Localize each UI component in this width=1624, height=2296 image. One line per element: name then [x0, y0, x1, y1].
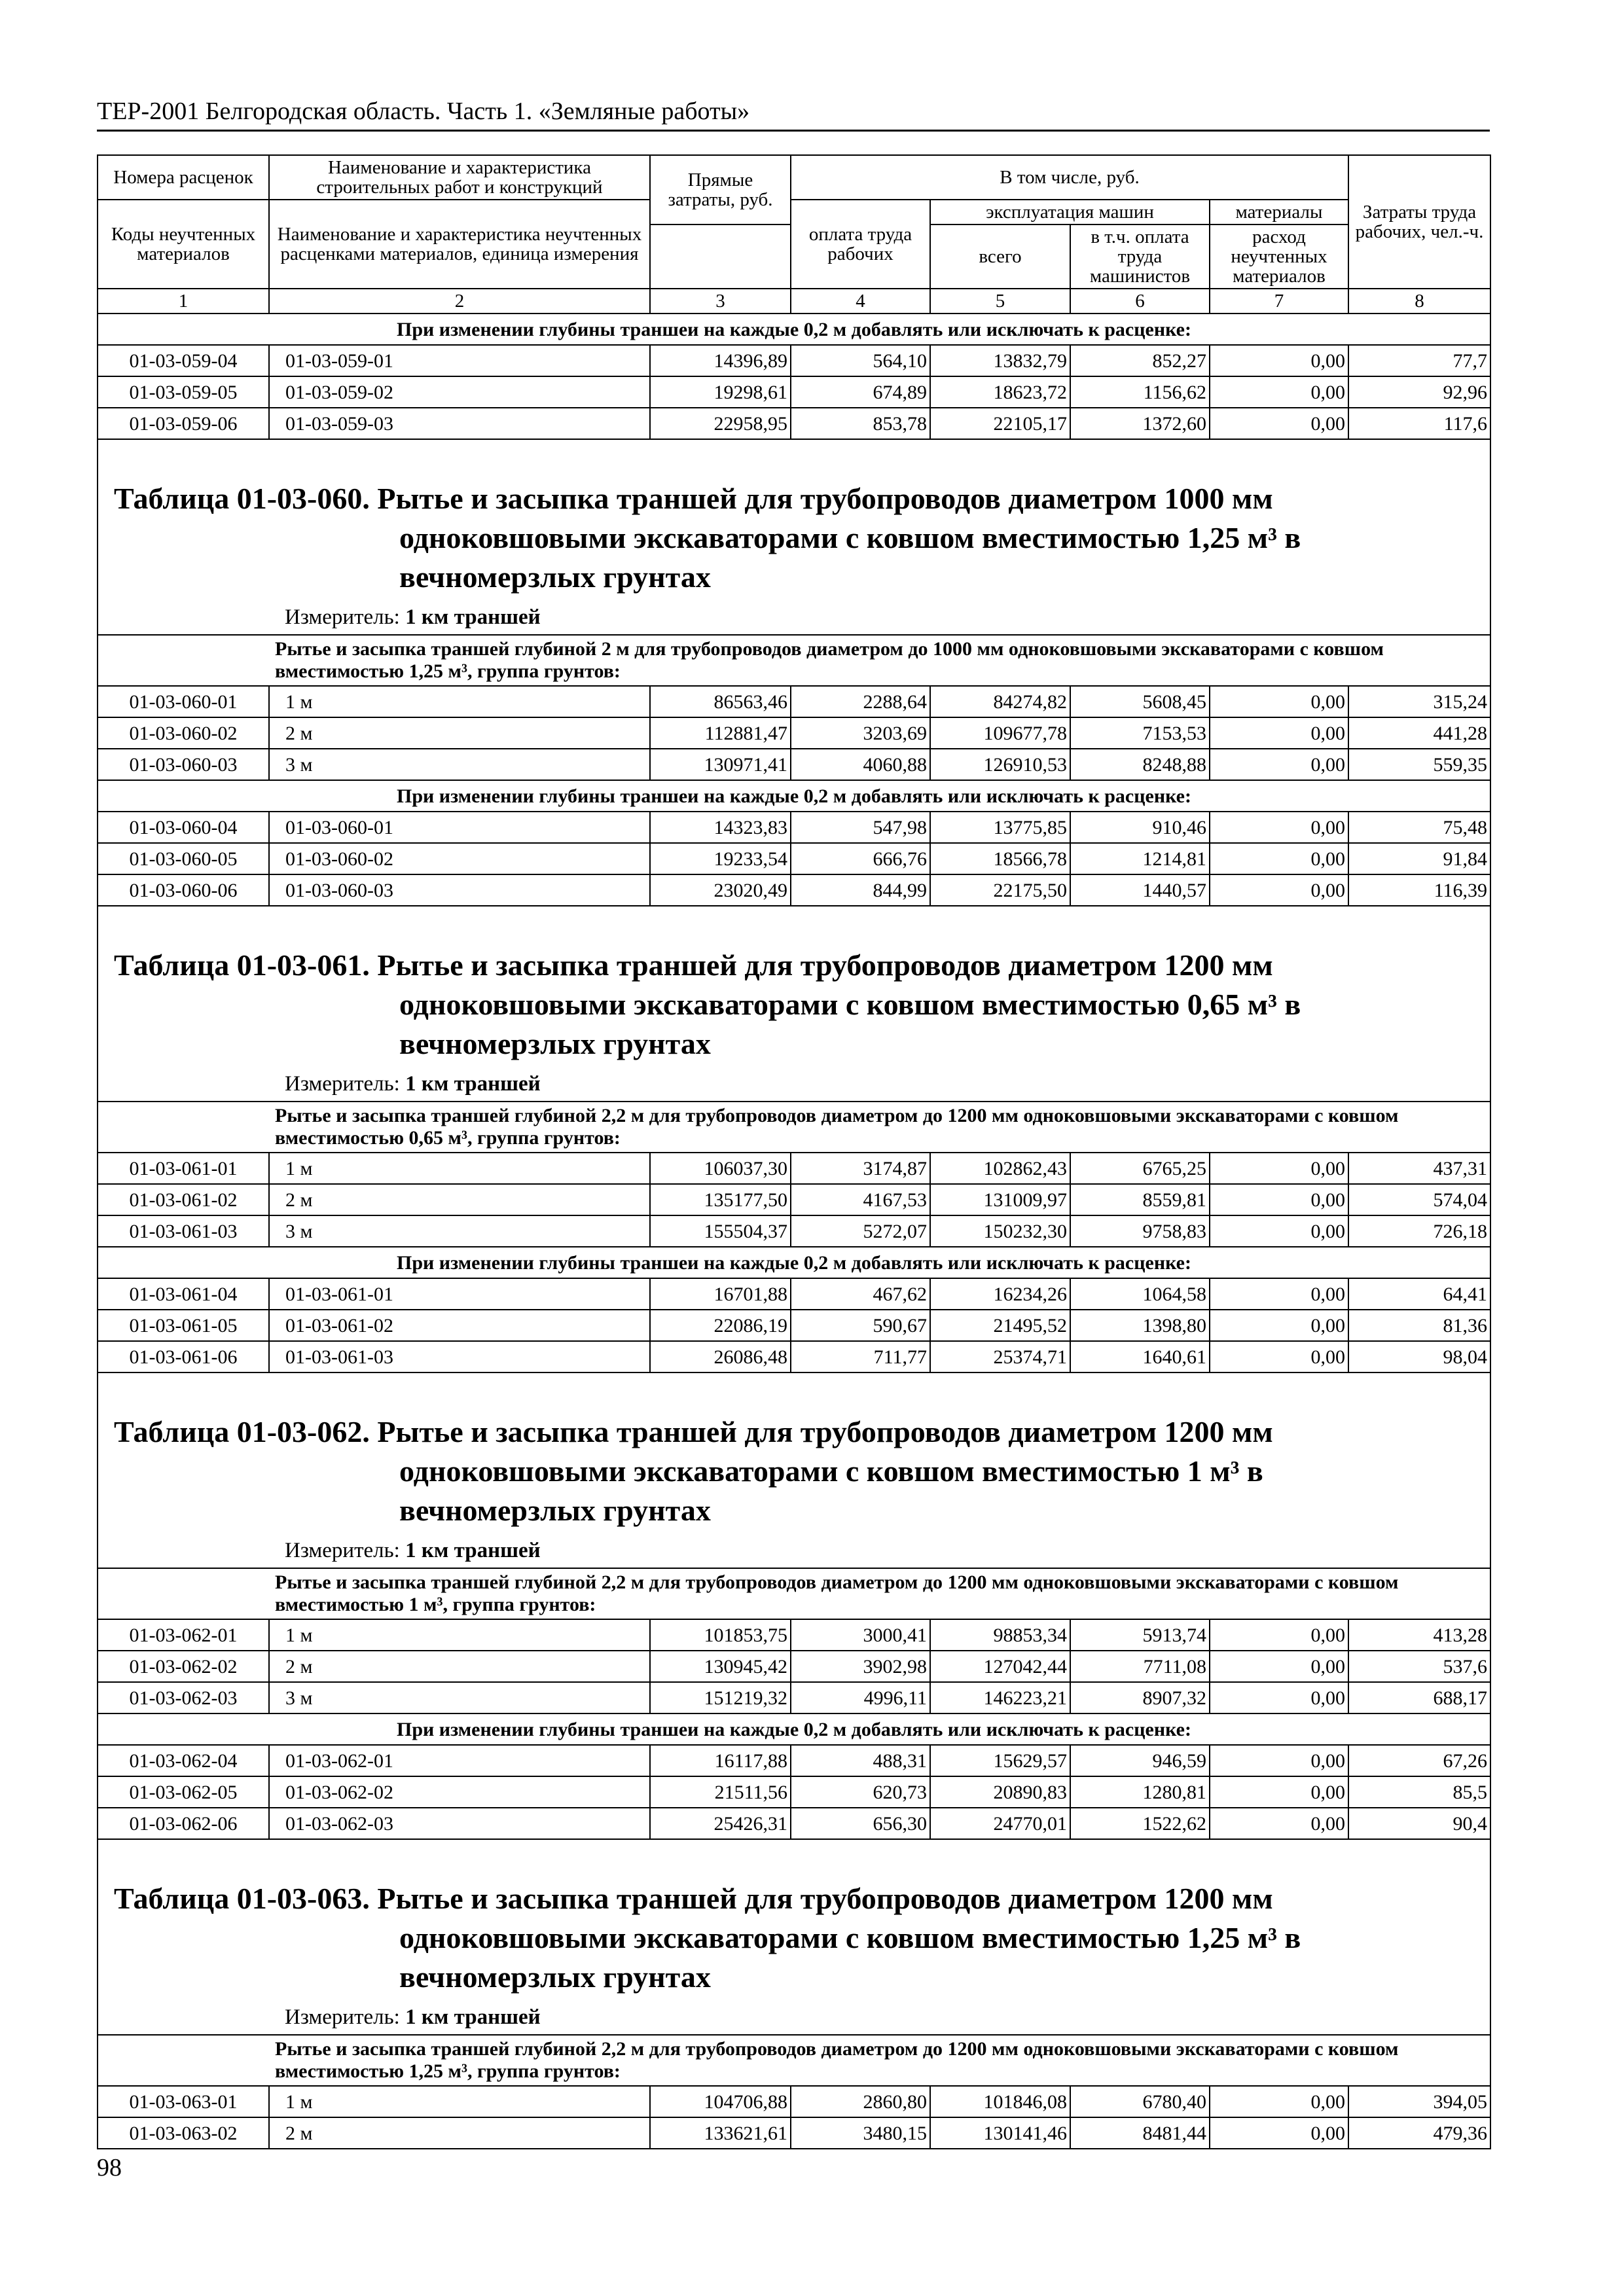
group-header: [98, 635, 1490, 686]
materials: 0,00: [1210, 376, 1348, 408]
direct-costs: 26086,48: [650, 1341, 791, 1372]
materials: 0,00: [1210, 345, 1348, 376]
materials: 0,00: [1210, 1651, 1348, 1682]
worker-pay: 488,31: [791, 1745, 930, 1776]
table-row: [98, 686, 1490, 717]
rate-code: 01-03-060-06: [98, 874, 269, 906]
item-name: 2 м: [269, 2117, 650, 2149]
machines-total: 127042,44: [930, 1651, 1070, 1682]
machinist-pay: 852,27: [1070, 345, 1210, 376]
table-title-line: одноковшовыми экскаваторами с ковшом вместимостью 1 м³ в: [399, 1454, 1263, 1488]
labor-costs: 98,04: [1348, 1341, 1490, 1372]
machines-total: 24770,01: [930, 1808, 1070, 1839]
machinist-pay: 7153,53: [1070, 717, 1210, 749]
table-row: [98, 1153, 1490, 1184]
labor-costs: 574,04: [1348, 1184, 1490, 1215]
machinist-pay: 8559,81: [1070, 1184, 1210, 1215]
direct-costs: 16117,88: [650, 1745, 791, 1776]
labor-costs: 315,24: [1348, 686, 1490, 717]
table-row: [98, 1310, 1490, 1341]
machinist-pay: 1640,61: [1070, 1341, 1210, 1372]
group-text: Рытье и засыпка траншей глубиной 2 м для трубопроводов диаметром до 1000 мм одноковшовыми экскаваторами с ковшом вместимостью 1,25 м³, группа грунтов:: [98, 635, 1490, 686]
direct-costs: 133621,61: [650, 2117, 791, 2149]
col-header-pay: оплата труда рабочих: [791, 200, 930, 289]
rate-code: 01-03-062-03: [98, 1682, 269, 1713]
item-name: 01-03-061-02: [269, 1310, 650, 1341]
depth-change-note: [98, 314, 1490, 345]
rate-code: 01-03-062-04: [98, 1745, 269, 1776]
worker-pay: 2860,80: [791, 2086, 930, 2117]
direct-costs: 25426,31: [650, 1808, 791, 1839]
table-row: [98, 345, 1490, 376]
worker-pay: 547,98: [791, 812, 930, 843]
measure-label: Измеритель:: [285, 1539, 400, 1562]
table-title: Таблица 01-03-062. Рытье и засыпка траншей для трубопроводов диаметром 1200 мм: [114, 1415, 1273, 1448]
item-name: 1 м: [269, 686, 650, 717]
item-name: 01-03-061-01: [269, 1278, 650, 1310]
table-row: [98, 2086, 1490, 2117]
worker-pay: 674,89: [791, 376, 930, 408]
materials: 0,00: [1210, 749, 1348, 780]
labor-costs: 75,48: [1348, 812, 1490, 843]
labor-costs: 559,35: [1348, 749, 1490, 780]
materials: 0,00: [1210, 1808, 1348, 1839]
direct-costs: 16701,88: [650, 1278, 791, 1310]
machines-total: 22175,50: [930, 874, 1070, 906]
labor-costs: 726,18: [1348, 1215, 1490, 1247]
machines-total: 98853,34: [930, 1619, 1070, 1651]
item-name: 3 м: [269, 749, 650, 780]
worker-pay: 853,78: [791, 408, 930, 439]
direct-costs: 101853,75: [650, 1619, 791, 1651]
table-title-line: одноковшовыми экскаваторами с ковшом вместимостью 1,25 м³ в: [399, 1921, 1301, 1954]
note-text: При изменении глубины траншеи на каждые 0,2 м добавлять или исключать к расценке:: [98, 1713, 1490, 1745]
worker-pay: 3480,15: [791, 2117, 930, 2149]
machines-total: 109677,78: [930, 717, 1070, 749]
item-name: 1 м: [269, 1619, 650, 1651]
rate-code: 01-03-060-03: [98, 749, 269, 780]
materials: 0,00: [1210, 2117, 1348, 2149]
rate-code: 01-03-061-02: [98, 1184, 269, 1215]
measure-value: 1 км траншей: [405, 605, 541, 629]
worker-pay: 4060,88: [791, 749, 930, 780]
table-row: [98, 408, 1490, 439]
machinist-pay: 5608,45: [1070, 686, 1210, 717]
group-header: [98, 1102, 1490, 1153]
measure-value: 1 км траншей: [405, 1539, 541, 1562]
machines-total: 20890,83: [930, 1776, 1070, 1808]
machinist-pay: 1398,80: [1070, 1310, 1210, 1341]
labor-costs: 688,17: [1348, 1682, 1490, 1713]
table-title-line: вечномерзлых грунтах: [399, 1494, 711, 1527]
direct-costs: 19298,61: [650, 376, 791, 408]
table-title-block: [98, 1839, 1490, 2035]
col-header-total: всего: [930, 224, 1070, 289]
rate-code: 01-03-061-01: [98, 1153, 269, 1184]
table-title-line: вечномерзлых грунтах: [399, 1960, 711, 1994]
direct-costs: 135177,50: [650, 1184, 791, 1215]
labor-costs: 441,28: [1348, 717, 1490, 749]
worker-pay: 564,10: [791, 345, 930, 376]
materials: 0,00: [1210, 1341, 1348, 1372]
depth-change-note: [98, 1713, 1490, 1745]
item-name: 01-03-060-02: [269, 843, 650, 874]
rate-code: 01-03-061-04: [98, 1278, 269, 1310]
machinist-pay: 1064,58: [1070, 1278, 1210, 1310]
machinist-pay: 6765,25: [1070, 1153, 1210, 1184]
col-num-7: 7: [1210, 289, 1348, 314]
direct-costs: 86563,46: [650, 686, 791, 717]
direct-costs: 14323,83: [650, 812, 791, 843]
rate-code: 01-03-061-05: [98, 1310, 269, 1341]
direct-costs: 104706,88: [650, 2086, 791, 2117]
table-title-block: [98, 439, 1490, 635]
materials: 0,00: [1210, 2086, 1348, 2117]
col-header-direct: Прямые затраты, руб.: [650, 155, 791, 224]
rate-code: 01-03-063-01: [98, 2086, 269, 2117]
materials: 0,00: [1210, 717, 1348, 749]
item-name: 1 м: [269, 1153, 650, 1184]
materials: 0,00: [1210, 1619, 1348, 1651]
table-row: [98, 1215, 1490, 1247]
machinist-pay: 8248,88: [1070, 749, 1210, 780]
materials: 0,00: [1210, 874, 1348, 906]
rate-code: 01-03-062-02: [98, 1651, 269, 1682]
col-header-labor: Затраты труда рабочих, чел.-ч.: [1348, 155, 1490, 289]
machinist-pay: 5913,74: [1070, 1619, 1210, 1651]
table-row: [98, 1682, 1490, 1713]
machinist-pay: 1372,60: [1070, 408, 1210, 439]
col-header-direct-cont: [650, 224, 791, 289]
table-title-line: одноковшовыми экскаваторами с ковшом вместимостью 0,65 м³ в: [399, 988, 1301, 1021]
worker-pay: 4167,53: [791, 1184, 930, 1215]
machinist-pay: 1280,81: [1070, 1776, 1210, 1808]
item-name: 2 м: [269, 717, 650, 749]
machines-total: 25374,71: [930, 1341, 1070, 1372]
rate-code: 01-03-061-03: [98, 1215, 269, 1247]
direct-costs: 151219,32: [650, 1682, 791, 1713]
labor-costs: 67,26: [1348, 1745, 1490, 1776]
machines-total: 126910,53: [930, 749, 1070, 780]
rate-code: 01-03-061-06: [98, 1341, 269, 1372]
table-row: [98, 1278, 1490, 1310]
machines-total: 13775,85: [930, 812, 1070, 843]
materials: 0,00: [1210, 1310, 1348, 1341]
rate-code: 01-03-059-04: [98, 345, 269, 376]
item-name: 2 м: [269, 1651, 650, 1682]
col-header-name: Наименование и характеристика строительных работ и конструкций: [269, 155, 650, 200]
table-row: [98, 749, 1490, 780]
machinist-pay: 6780,40: [1070, 2086, 1210, 2117]
item-name: 01-03-060-01: [269, 812, 650, 843]
group-text: Рытье и засыпка траншей глубиной 2,2 м для трубопроводов диаметром до 1200 мм одноковшовыми экскаваторами с ковшом вместимостью 1 м³, группа грунтов:: [98, 1568, 1490, 1619]
materials: 0,00: [1210, 843, 1348, 874]
table-row: [98, 1341, 1490, 1372]
table-row: [98, 1808, 1490, 1839]
table-title-block: [98, 906, 1490, 1102]
labor-costs: 85,5: [1348, 1776, 1490, 1808]
item-name: 01-03-060-03: [269, 874, 650, 906]
table-row: [98, 874, 1490, 906]
group-header: [98, 2035, 1490, 2086]
item-name: 3 м: [269, 1682, 650, 1713]
direct-costs: 23020,49: [650, 874, 791, 906]
labor-costs: 394,05: [1348, 2086, 1490, 2117]
machines-total: 101846,08: [930, 2086, 1070, 2117]
machinist-pay: 946,59: [1070, 1745, 1210, 1776]
machinist-pay: 1214,81: [1070, 843, 1210, 874]
col-num-8: 8: [1348, 289, 1490, 314]
worker-pay: 656,30: [791, 1808, 930, 1839]
machines-total: 13832,79: [930, 345, 1070, 376]
materials: 0,00: [1210, 1745, 1348, 1776]
worker-pay: 666,76: [791, 843, 930, 874]
materials: 0,00: [1210, 686, 1348, 717]
measure-line: [98, 597, 1490, 634]
item-name: 01-03-062-03: [269, 1808, 650, 1839]
labor-costs: 537,6: [1348, 1651, 1490, 1682]
group-header: [98, 1568, 1490, 1619]
machines-total: 18566,78: [930, 843, 1070, 874]
measure-label: Измеритель:: [285, 605, 400, 629]
item-name: 01-03-061-03: [269, 1341, 650, 1372]
worker-pay: 711,77: [791, 1341, 930, 1372]
item-name: 01-03-062-02: [269, 1776, 650, 1808]
col-header-incl: В том числе, руб.: [791, 155, 1348, 200]
measure-label: Измеритель:: [285, 2005, 400, 2029]
measure-line: [98, 1997, 1490, 2034]
table-row: [98, 1184, 1490, 1215]
rate-code: 01-03-060-01: [98, 686, 269, 717]
rate-code: 01-03-062-01: [98, 1619, 269, 1651]
page-header: ТЕР-2001 Белгородская область. Часть 1. «Земляные работы»: [97, 98, 750, 125]
machines-total: 15629,57: [930, 1745, 1070, 1776]
worker-pay: 467,62: [791, 1278, 930, 1310]
item-name: 01-03-059-02: [269, 376, 650, 408]
worker-pay: 5272,07: [791, 1215, 930, 1247]
item-name: 01-03-059-03: [269, 408, 650, 439]
table-row: [98, 1619, 1490, 1651]
worker-pay: 3902,98: [791, 1651, 930, 1682]
page-number: 98: [97, 2154, 122, 2181]
direct-costs: 112881,47: [650, 717, 791, 749]
worker-pay: 844,99: [791, 874, 930, 906]
rate-code: 01-03-059-06: [98, 408, 269, 439]
worker-pay: 3000,41: [791, 1619, 930, 1651]
labor-costs: 117,6: [1348, 408, 1490, 439]
table-row: [98, 1651, 1490, 1682]
worker-pay: 3174,87: [791, 1153, 930, 1184]
measure-value: 1 км траншей: [405, 1072, 541, 1096]
col-num-6: 6: [1070, 289, 1210, 314]
item-name: 1 м: [269, 2086, 650, 2117]
machines-total: 22105,17: [930, 408, 1070, 439]
machines-total: 84274,82: [930, 686, 1070, 717]
machinist-pay: 1522,62: [1070, 1808, 1210, 1839]
table-title-line: одноковшовыми экскаваторами с ковшом вместимостью 1,25 м³ в: [399, 521, 1301, 554]
col-header-machines: эксплуатация машин: [930, 200, 1210, 224]
labor-costs: 413,28: [1348, 1619, 1490, 1651]
machines-total: 16234,26: [930, 1278, 1070, 1310]
worker-pay: 4996,11: [791, 1682, 930, 1713]
rate-code: 01-03-060-04: [98, 812, 269, 843]
worker-pay: 590,67: [791, 1310, 930, 1341]
rate-code: 01-03-060-05: [98, 843, 269, 874]
machinist-pay: 8907,32: [1070, 1682, 1210, 1713]
materials: 0,00: [1210, 812, 1348, 843]
rate-code: 01-03-063-02: [98, 2117, 269, 2149]
col-header-codes: Коды неучтенных материалов: [98, 200, 269, 289]
machines-total: 150232,30: [930, 1215, 1070, 1247]
note-text: При изменении глубины траншеи на каждые 0,2 м добавлять или исключать к расценке:: [98, 314, 1490, 345]
direct-costs: 22958,95: [650, 408, 791, 439]
table-title-line: вечномерзлых грунтах: [399, 1027, 711, 1060]
col-header-materials: материалы: [1210, 200, 1348, 224]
labor-costs: 91,84: [1348, 843, 1490, 874]
materials: 0,00: [1210, 1682, 1348, 1713]
header-rule: [97, 130, 1490, 132]
machines-total: 21495,52: [930, 1310, 1070, 1341]
col-num-2: 2: [269, 289, 650, 314]
materials: 0,00: [1210, 1153, 1348, 1184]
col-header-name2: Наименование и характеристика неучтенных расценками материалов, единица измерения: [269, 200, 650, 289]
machinist-pay: 910,46: [1070, 812, 1210, 843]
table-row: [98, 812, 1490, 843]
rate-code: 01-03-060-02: [98, 717, 269, 749]
worker-pay: 2288,64: [791, 686, 930, 717]
table-title: Таблица 01-03-061. Рытье и засыпка траншей для трубопроводов диаметром 1200 мм: [114, 948, 1273, 982]
table-row: [98, 1776, 1490, 1808]
col-header-unacc: расход неучтенных материалов: [1210, 224, 1348, 289]
labor-costs: 116,39: [1348, 874, 1490, 906]
materials: 0,00: [1210, 1215, 1348, 1247]
item-name: 01-03-059-01: [269, 345, 650, 376]
table-title-block: [98, 1372, 1490, 1568]
document-body: [97, 154, 1490, 2149]
labor-costs: 92,96: [1348, 376, 1490, 408]
col-header-machpay: в т.ч. оплата труда машинистов: [1070, 224, 1210, 289]
item-name: 01-03-062-01: [269, 1745, 650, 1776]
group-text: Рытье и засыпка траншей глубиной 2,2 м для трубопроводов диаметром до 1200 мм одноковшовыми экскаваторами с ковшом вместимостью 1,25 м³, группа грунтов:: [98, 2035, 1490, 2086]
col-num-5: 5: [930, 289, 1070, 314]
machines-total: 146223,21: [930, 1682, 1070, 1713]
note-text: При изменении глубины траншеи на каждые 0,2 м добавлять или исключать к расценке:: [98, 1247, 1490, 1278]
note-text: При изменении глубины траншеи на каждые 0,2 м добавлять или исключать к расценке:: [98, 780, 1490, 812]
materials: 0,00: [1210, 1184, 1348, 1215]
labor-costs: 81,36: [1348, 1310, 1490, 1341]
col-num-4: 4: [791, 289, 930, 314]
table-title: Таблица 01-03-063. Рытье и засыпка траншей для трубопроводов диаметром 1200 мм: [114, 1882, 1273, 1915]
col-num-3: 3: [650, 289, 791, 314]
machines-total: 102862,43: [930, 1153, 1070, 1184]
direct-costs: 19233,54: [650, 843, 791, 874]
worker-pay: 620,73: [791, 1776, 930, 1808]
depth-change-note: [98, 780, 1490, 812]
materials: 0,00: [1210, 1278, 1348, 1310]
labor-costs: 437,31: [1348, 1153, 1490, 1184]
machinist-pay: 1156,62: [1070, 376, 1210, 408]
machines-total: 130141,46: [930, 2117, 1070, 2149]
direct-costs: 21511,56: [650, 1776, 791, 1808]
table-row: [98, 1745, 1490, 1776]
measure-line: [98, 1530, 1490, 1568]
machines-total: 131009,97: [930, 1184, 1070, 1215]
labor-costs: 77,7: [1348, 345, 1490, 376]
materials: 0,00: [1210, 1776, 1348, 1808]
table-title: Таблица 01-03-060. Рытье и засыпка траншей для трубопроводов диаметром 1000 мм: [114, 482, 1273, 515]
table-title-line: вечномерзлых грунтах: [399, 560, 711, 594]
col-num-1: 1: [98, 289, 269, 314]
worker-pay: 3203,69: [791, 717, 930, 749]
item-name: 3 м: [269, 1215, 650, 1247]
labor-costs: 90,4: [1348, 1808, 1490, 1839]
measure-value: 1 км траншей: [405, 2005, 541, 2029]
labor-costs: 64,41: [1348, 1278, 1490, 1310]
table-row: [98, 376, 1490, 408]
group-text: Рытье и засыпка траншей глубиной 2,2 м для трубопроводов диаметром до 1200 мм одноковшовыми экскаваторами с ковшом вместимостью 0,65 м³, группа грунтов:: [98, 1102, 1490, 1153]
rate-code: 01-03-059-05: [98, 376, 269, 408]
direct-costs: 22086,19: [650, 1310, 791, 1341]
direct-costs: 106037,30: [650, 1153, 791, 1184]
direct-costs: 130945,42: [650, 1651, 791, 1682]
direct-costs: 130971,41: [650, 749, 791, 780]
direct-costs: 14396,89: [650, 345, 791, 376]
measure-line: [98, 1064, 1490, 1101]
rates-table: [97, 154, 1491, 2149]
machinist-pay: 9758,83: [1070, 1215, 1210, 1247]
machinist-pay: 8481,44: [1070, 2117, 1210, 2149]
rate-code: 01-03-062-06: [98, 1808, 269, 1839]
direct-costs: 155504,37: [650, 1215, 791, 1247]
table-row: [98, 717, 1490, 749]
machinist-pay: 1440,57: [1070, 874, 1210, 906]
machines-total: 18623,72: [930, 376, 1070, 408]
labor-costs: 479,36: [1348, 2117, 1490, 2149]
machinist-pay: 7711,08: [1070, 1651, 1210, 1682]
item-name: 2 м: [269, 1184, 650, 1215]
rate-code: 01-03-062-05: [98, 1776, 269, 1808]
table-row: [98, 2117, 1490, 2149]
materials: 0,00: [1210, 408, 1348, 439]
depth-change-note: [98, 1247, 1490, 1278]
table-row: [98, 843, 1490, 874]
measure-label: Измеритель:: [285, 1072, 400, 1096]
col-header-num: Номера расценок: [98, 155, 269, 200]
